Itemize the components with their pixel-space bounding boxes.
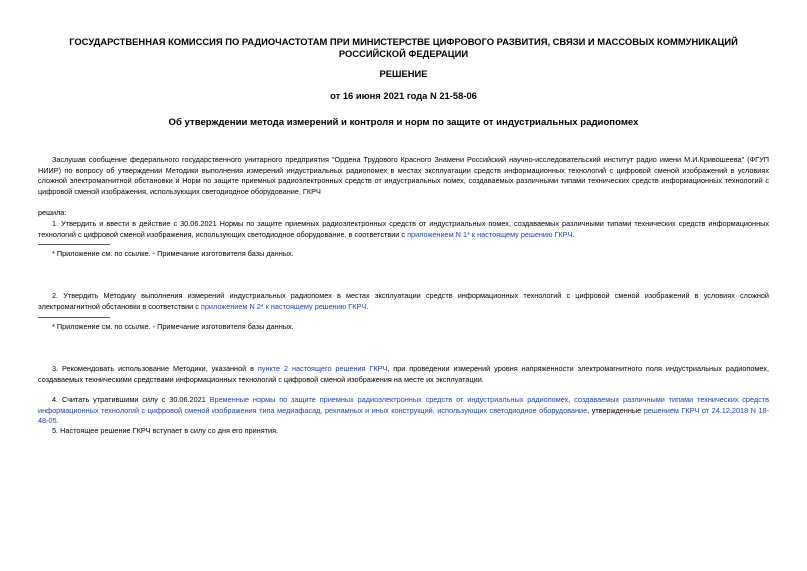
item-3-paragraph [38,364,769,385]
item-1-end: . [572,229,575,239]
document-date-number: от 16 июня 2021 года N 21-58-06 [330,90,477,101]
document-type: РЕШЕНИЕ [379,68,428,79]
item-3-text-b: , при проведении измерений уровня напряженности электромагнитного поля индустриальных радиопомех, создаваемых техническими средствами информационных технологий с цифровой сменой изображения на месте их эксплуатации. [38,364,769,384]
issuing-authority: ГОСУДАРСТВЕННАЯ КОМИССИЯ ПО РАДИОЧАСТОТАМ ПРИ МИНИСТЕРСТВЕ ЦИФРОВОГО РАЗВИТИЯ, СВЯЗИ И МАССОВЫХ КОММУНИКАЦИЙ РОССИЙСКОЙ ФЕДЕРАЦИИ [69,36,738,59]
item-1-paragraph [38,219,769,240]
item-4-text-b: , утвержденные [587,405,642,415]
item-5-paragraph: 5. Настоящее решение ГКРЧ вступает в силу со дня его принятия. [52,426,279,435]
item-4-paragraph [38,395,769,427]
footnote-separator-2 [38,317,110,318]
item-4-end: . [56,416,59,425]
document-subject: Об утверждении метода измерений и контроля и норм по защите от индустриальных радиопомех [168,117,639,128]
appendix-1-link[interactable]: приложением N 1* к настоящему решению ГКРЧ [407,229,573,239]
footnote-1: * Приложение см. по ссылке. - Примечание изготовителя базы данных. [52,249,294,258]
item-4-text-a: 4. Считать утратившими силу с 30.06.2021 [52,395,206,404]
item-2-paragraph [38,291,769,312]
temporary-norms-link[interactable]: Временные нормы по защите приемных радиоэлектронных средств от индустриальных радиопомех, создаваемых различными типами технических средств информационных технологий с цифровой сменой изображения типа медиафасад, рекламных и иных конструкций, использующих светодиодное оборудование [38,395,770,415]
footnote-separator-1 [38,244,110,245]
item-1-text: 1. Утвердить и ввести в действие с 30.06.2021 Нормы по защите приемных радиоэлектронных средств от индустриальных помех, создаваемых различными типами технических средств информационных технологий с цифровой сменой изображения, использующих светодиодное оборудование, в соответствии с [38,219,769,239]
preamble-paragraph: Заслушав сообщение федерального государственного унитарного предприятия "Ордена Трудового Красного Знамени Российский научно-исследовательский институт радио имени М.И.Кривошеева" (ФГУП НИИР) по вопросу об утверждении Методики выполнения измерений индустриальных радиопомех в местах эксплуатации средств информационных технологий с цифровой сменой изображений в условиях сложной электромагнитной обстановки и Норм по защите приемных радиоэлектронных средств от индустриальных помех, создаваемых различными типами технических средств информационных технологий с цифровой сменой изображения, использующих светодиодное оборудование, ГКРЧ [38,155,769,196]
item-2-end: . [366,301,369,311]
footnote-2: * Приложение см. по ссылке. - Примечание изготовителя базы данных. [52,322,294,331]
item-2-reference-link[interactable]: пункте 2 настоящего решения ГКРЧ [257,364,388,373]
item-2-text: 2. Утвердить Методику выполнения измерений индустриальных радиопомех в местах эксплуатации средств информационных технологий с цифровой сменой изображений в условиях сложной электромагнитной обстановки в соответствии с [38,291,769,311]
gkrch-decision-link[interactable]: решением ГКРЧ от 24.12.2018 N 18-48-05 [38,405,770,425]
resolved-label: решила: [38,208,67,217]
item-3-text-a: 3. Рекомендовать использование Методики, указанной в [52,364,254,373]
appendix-2-link[interactable]: приложением N 2* к настоящему решению ГКРЧ [200,301,367,311]
